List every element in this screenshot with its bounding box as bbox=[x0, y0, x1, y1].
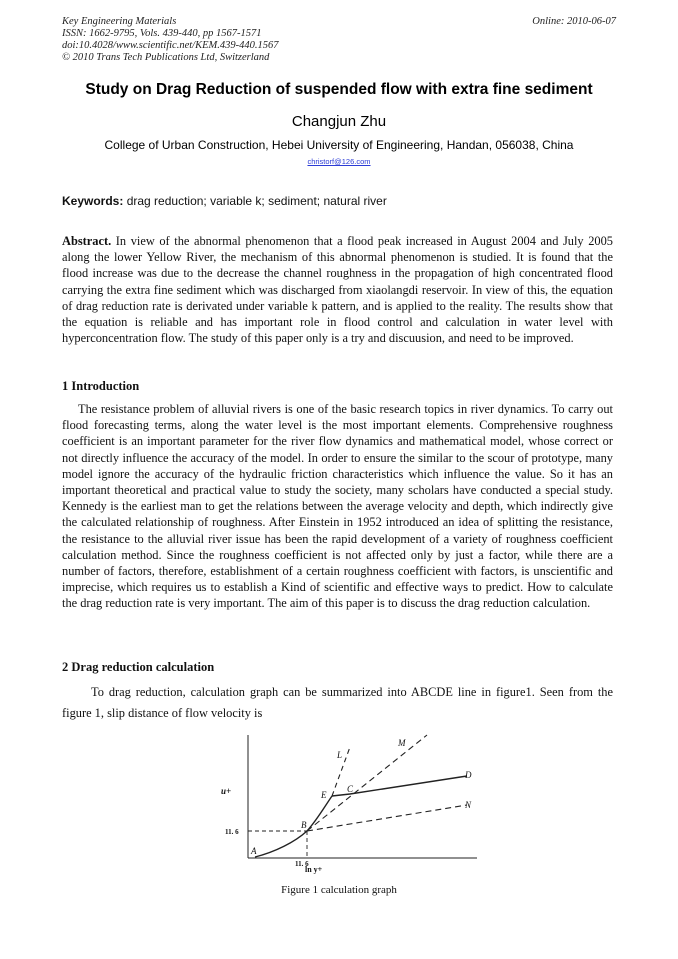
introduction-paragraph: The resistance problem of alluvial rivers is one of the basic research topics in river dynamics. To carry out flood forecasting terms, along the water level is the most important elements. Comprehensive roughness coefficient is an important parameter for the river flow dynamics and mathematical model, whose correct or not directly influence the accuracy of the model. In order to ensure the similar to the scour of prototype, many model ignore the accuracy of the hydraulic friction characteristics which influence the value. So it has an important theoretical and practical value to study the society, many scholars have conducted a special study. Kennedy is the earliest man to get the relations between the average velocity and depth, which indirectly give the calculated relationship of roughness. After Einstein in 1952 introduced an idea of splitting the resistance, the resistance to the alluvial river issue has been the rapid development of a variety of roughness coefficient calculation method. Since the roughness coefficient is not affected only by just a factor, while there are a number of factors, therefore, establishment of a certain roughness coefficient with factors, is unscientific and imprecise, which requires us to establish a Kind of scientific and effective ways to predict. How to calculate the drag reduction rate is very important. The aim of this paper is to discuss the drag reduction calculation. bbox=[62, 402, 613, 611]
x-axis-label: ln y+ bbox=[305, 865, 323, 874]
keywords-text: drag reduction; variable k; sediment; natural river bbox=[123, 194, 387, 208]
point-m-label: M bbox=[398, 738, 406, 748]
section-2-paragraph: To drag reduction, calculation graph can be summarized into ABCDE line in figure1. Seen from the figure 1, slip distance of flow velocity is bbox=[62, 685, 613, 720]
line-cd bbox=[350, 776, 467, 794]
point-l-label: L bbox=[337, 750, 343, 760]
point-e-label: E bbox=[321, 790, 327, 800]
line-bm bbox=[307, 735, 427, 831]
online-date: Online: 2010-06-07 bbox=[532, 16, 616, 27]
point-n-label: N bbox=[465, 800, 472, 810]
paper-title: Study on Drag Reduction of suspended flow with extra fine sediment bbox=[85, 81, 593, 98]
y-axis-label: u+ bbox=[221, 786, 232, 796]
author-email-link[interactable]: christorf@126.com bbox=[307, 157, 371, 166]
line-ec bbox=[332, 794, 350, 796]
abstract-label: Abstract. bbox=[62, 234, 112, 248]
section-2-heading: 2 Drag reduction calculation bbox=[62, 660, 215, 674]
figure-1-graph bbox=[215, 730, 485, 880]
figure-1-caption: Figure 1 calculation graph bbox=[281, 884, 397, 896]
paper-author: Changjun Zhu bbox=[291, 113, 387, 130]
point-b-label: B bbox=[301, 820, 307, 830]
section-1-heading: 1 Introduction bbox=[62, 379, 140, 393]
author-affiliation: College of Urban Construction, Hebei University of Engineering, Handan, 056038, China bbox=[104, 138, 574, 152]
keywords-label: Keywords: bbox=[62, 194, 124, 208]
abstract-paragraph bbox=[62, 233, 613, 346]
x-tick-label: 11. 6 bbox=[295, 860, 309, 868]
y-tick-label: 11. 6 bbox=[225, 828, 239, 836]
point-c-label: C bbox=[347, 784, 354, 794]
point-d-label: D bbox=[465, 770, 472, 780]
figure-1 bbox=[215, 730, 485, 880]
abstract-text: In view of the abnormal phenomenon that a flood peak increased in August 2004 and July 2005 along the lower Yellow River, the mechanism of this abnormal phenomenon is studied. It is found that the flood increase was due to the decrease the channel roughness in the propagation of high concentrated flood carrying the extra fine sediment which was discharged from xiaolangdi reservoir. In view of this, the equation of drag reduction rate is derivated under variable k pattern, and is applied to the reality. The results show that the equation is reliable and has important role in flood control and calculation in water level with hyperconcentration flow. The study of this paper only is a try and discuusion, and need to be improved. bbox=[62, 234, 613, 346]
journal-name: Key Engineering Materials bbox=[62, 16, 177, 27]
copyright-line: © 2010 Trans Tech Publications Ltd, Switzerland bbox=[62, 52, 270, 63]
doi-line: doi:10.4028/www.scientific.net/KEM.439-440.1567 bbox=[62, 40, 279, 51]
line-bn bbox=[307, 805, 467, 831]
curve-abe bbox=[255, 796, 332, 857]
issn-line: ISSN: 1662-9795, Vols. 439-440, pp 1567-1571 bbox=[62, 28, 262, 39]
point-a-label: A bbox=[251, 846, 257, 856]
keywords-line bbox=[62, 194, 387, 208]
journal-header bbox=[62, 16, 279, 64]
